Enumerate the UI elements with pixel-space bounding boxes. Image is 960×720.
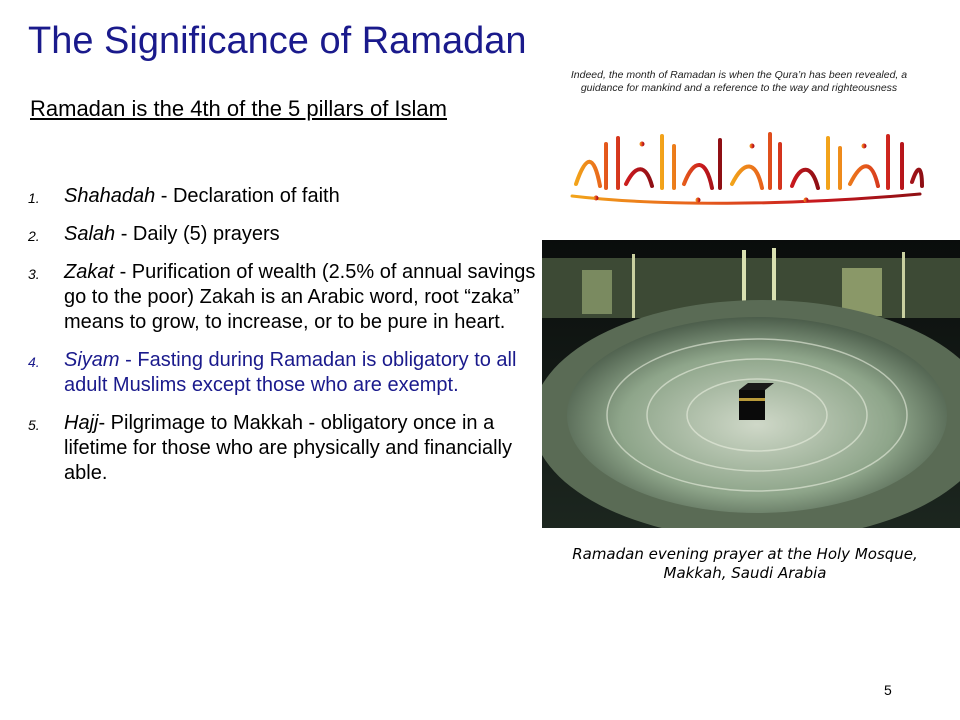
pillars-list — [28, 184, 548, 499]
list-number: 4. — [28, 354, 40, 370]
photo-caption: Ramadan evening prayer at the Holy Mosque, Makkah, Saudi Arabia — [572, 545, 918, 582]
list-number: 2. — [28, 228, 40, 244]
pillar-term: Salah — [64, 223, 116, 245]
pillar-term: Hajj — [64, 412, 99, 434]
list-item — [28, 411, 548, 486]
list-number: 1. — [28, 190, 40, 206]
list-item — [28, 184, 548, 209]
holy-mosque-image — [542, 240, 960, 528]
arabic-calligraphy-image — [566, 124, 926, 210]
pillar-term: Zakat — [64, 261, 115, 283]
quran-quote: Indeed, the month of Ramadan is when the Qura’n has been revealed, a guidance for mankind and a reference to the way and righteousness — [570, 69, 908, 94]
list-item — [28, 222, 548, 247]
slide-subtitle: Ramadan is the 4th of the 5 pillars of Islam — [30, 96, 447, 121]
pillar-description: - Fasting during Ramadan is obligatory to all adult Muslims except those who are exempt. — [64, 349, 517, 396]
pillar-term: Siyam — [64, 349, 120, 371]
pillar-description: - Purification of wealth (2.5% of annual savings go to the poor) Zakah is an Arabic word, root “zaka” means to grow, to increase, or to be pure in heart. — [64, 261, 536, 333]
pillar-description: - Daily (5) prayers — [115, 223, 280, 245]
pillar-term: Shahadah — [64, 185, 156, 207]
list-number: 3. — [28, 266, 40, 282]
page-number: 5 — [884, 682, 892, 698]
pillar-description: - Declaration of faith — [155, 185, 340, 207]
pillar-description: - Pilgrimage to Makkah - obligatory once in a lifetime for those who are physically and financially able. — [64, 412, 512, 484]
list-item — [28, 260, 548, 335]
slide-title: The Significance of Ramadan — [28, 20, 527, 62]
mosque-photo — [542, 240, 960, 528]
list-item — [28, 348, 548, 398]
list-number: 5. — [28, 417, 40, 433]
